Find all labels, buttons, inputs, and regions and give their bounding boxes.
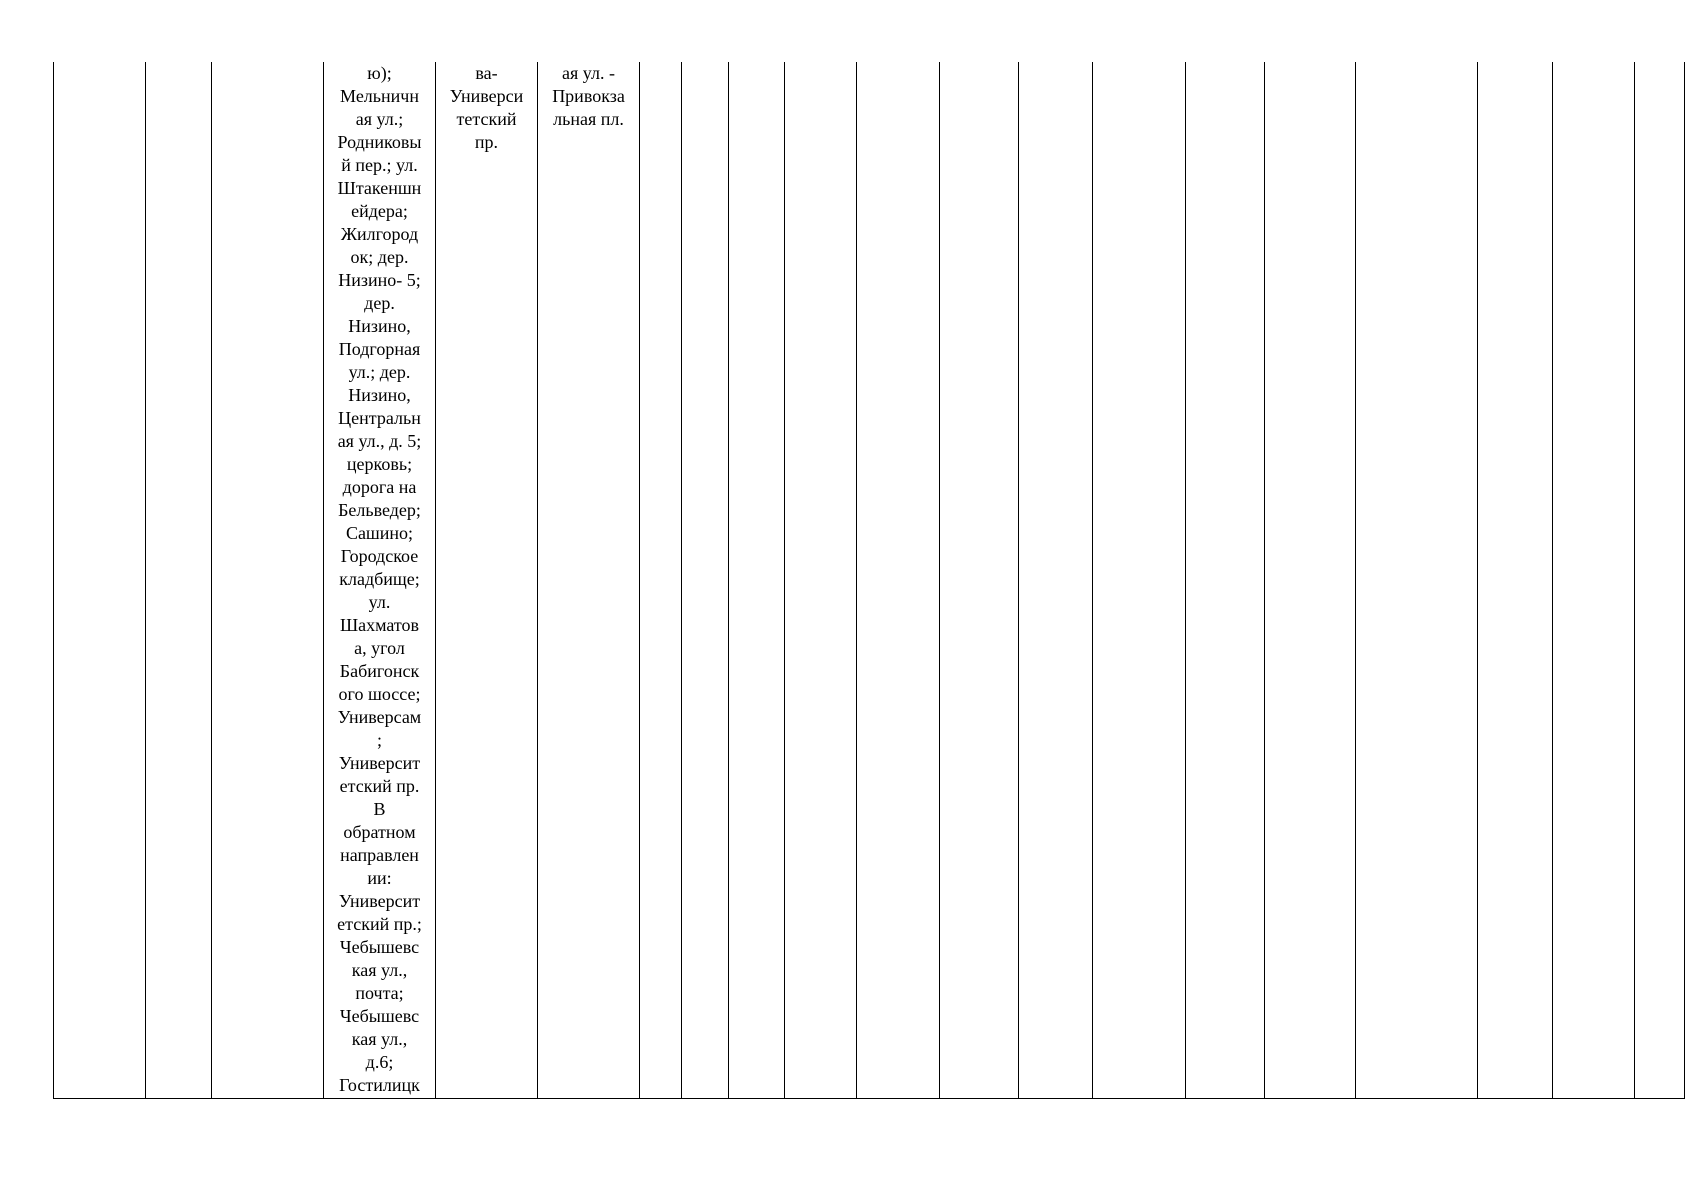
table-cell-20 — [1635, 62, 1685, 1099]
table-cell-route-end — [538, 62, 640, 1099]
table-row — [54, 62, 1685, 1099]
route-start-text: ва- Универси тетский пр. — [449, 63, 524, 152]
stops-list-text: ю); Мельничн ая ул.; Родниковы й пер.; ул. Штакеншн ейдера; Жилгород ок; дер. Низино- 5; дер. Низино, Подгорная ул.; дер. Низино, Центральн ая ул., д. 5; церковь; дорога на Бельведер; Сашино; Городское кладбище; ул. Шахматов а, угол Бабигонск ого шоссе; Универсам ; Университ етский пр. В обратном направлен ии: Университ етский пр.; Чебышевс кая ул., почта; Чебышевс кая ул., д.6; Гостилицк — [337, 63, 422, 1095]
table-cell-9 — [729, 62, 785, 1099]
table-cell-13 — [1019, 62, 1093, 1099]
table-cell-1 — [54, 62, 146, 1099]
table-cell-7 — [640, 62, 682, 1099]
table-cell-18 — [1478, 62, 1553, 1099]
table-cell-3 — [212, 62, 324, 1099]
table-cell-route-start — [436, 62, 538, 1099]
table-cell-15 — [1186, 62, 1265, 1099]
table-cell-2 — [146, 62, 212, 1099]
table-cell-10 — [785, 62, 857, 1099]
schedule-table — [53, 62, 1685, 1099]
table-cell-8 — [682, 62, 729, 1099]
table-cell-16 — [1265, 62, 1356, 1099]
table-cell-14 — [1093, 62, 1186, 1099]
table-cell-12 — [940, 62, 1019, 1099]
table-cell-19 — [1553, 62, 1635, 1099]
table-cell-stops — [324, 62, 436, 1099]
route-end-text: ая ул. - Привокза льная пл. — [552, 63, 625, 129]
table-cell-11 — [857, 62, 940, 1099]
table-cell-17 — [1356, 62, 1478, 1099]
